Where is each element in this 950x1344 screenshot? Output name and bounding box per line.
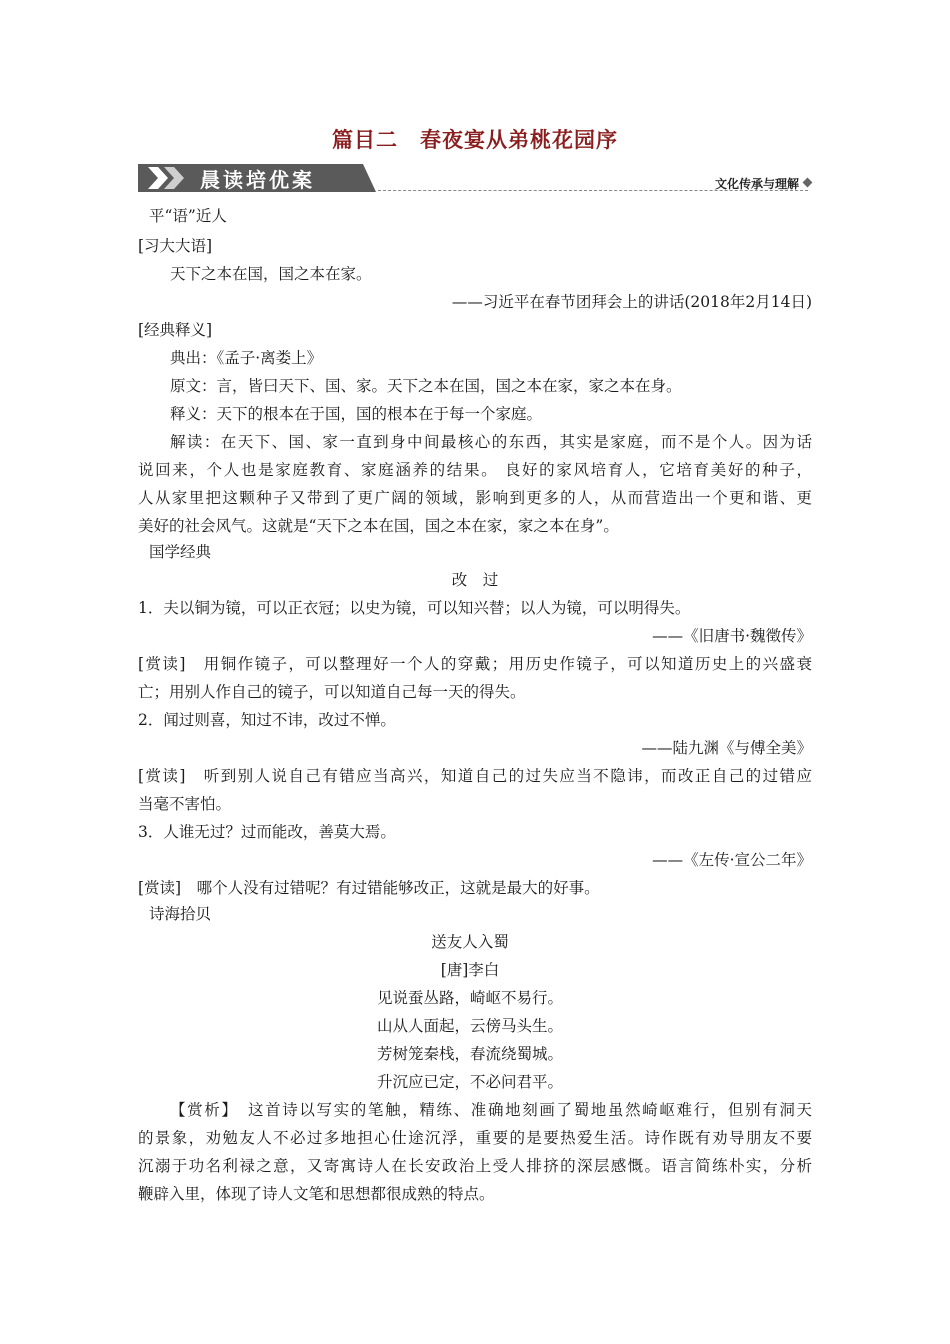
list-item: 1．夫以铜为镜，可以正衣冠；以史为镜，可以知兴替；以人为镜，可以明得失。: [138, 599, 691, 617]
origin-line: 典出：《孟子·离娄上》: [170, 349, 323, 367]
interpretation-line: 解读：在天下、国、家一直到身中间最核心的东西，其实是家庭，而不是个人。因为话: [170, 433, 812, 451]
appreciation-line: 亡；用别人作自己的镜子，可以知道自己每一天的得失。: [138, 683, 526, 701]
section-heading: 国学经典: [149, 543, 212, 561]
list-item: 3．人谁无过？过而能改，善莫大焉。: [138, 823, 396, 841]
subheading: [习大大语]: [138, 237, 213, 255]
original-text: 原文：言，皆曰天下、国、家。天下之本在国，国之本在家，家之本在身。: [170, 377, 682, 395]
subheading: [经典释义]: [138, 321, 213, 339]
banner-label: 晨读培优案: [200, 168, 315, 192]
section-banner: [138, 159, 813, 195]
page-title: 篇目二 春夜宴从弟桃花园序: [332, 127, 618, 152]
diamond-icon: [803, 178, 813, 188]
center-title: 改 过: [451, 571, 499, 589]
appreciation-line: [赏读] 哪个人没有过错呢？有过错能够改正，这就是最大的好事。: [138, 879, 600, 897]
section-heading: 平“语”近人: [149, 207, 227, 225]
quote-text: 天下之本在国，国之本在家。: [170, 265, 372, 283]
poem-author: [唐]李白: [440, 961, 500, 979]
poem-line: 芳树笼秦栈，春流绕蜀城。: [376, 1045, 563, 1063]
item-source: ——《旧唐书·魏徵传》: [652, 627, 812, 645]
interpretation-line: 美好的社会风气。这就是“天下之本在国，国之本在家，家之本在身”。: [138, 517, 619, 535]
appreciation-line: [赏读] 用铜作镜子，可以整理好一个人的穿戴；用历史作镜子，可以知道历史上的兴盛衰: [138, 655, 812, 673]
poem-line: 山从人面起，云傍马头生。: [376, 1017, 563, 1035]
analysis-line: 【赏析】 这首诗以写实的笔触，精练、准确地刻画了蜀地虽然崎岖难行，但别有洞天: [170, 1101, 812, 1119]
poem-line: 见说蚕丛路，崎岖不易行。: [376, 989, 563, 1007]
quote-source: ——习近平在春节团拜会上的讲话(2018年2月14日): [451, 293, 812, 311]
appreciation-line: 当毫不害怕。: [138, 795, 232, 813]
list-item: 2．闻过则喜，知过不讳，改过不惮。: [138, 711, 396, 729]
interpretation-line: 说回来，个人也是家庭教育、家庭涵养的结果。 良好的家风培育人，它培育美好的种子，: [138, 461, 812, 479]
poem-title: 送友人入蜀: [431, 933, 509, 951]
analysis-line: 鞭辟入里，体现了诗人文笔和思想都很成熟的特点。: [138, 1185, 495, 1203]
item-source: ——陆九渊《与傅全美》: [641, 739, 812, 757]
meaning-text: 释义：天下的根本在于国，国的根本在于每一个家庭。: [170, 405, 543, 423]
appreciation-line: [赏读] 听到别人说自己有错应当高兴，知道自己的过失应当不隐讳，而改正自己的过错应: [138, 767, 812, 785]
item-source: ——《左传·宣公二年》: [652, 851, 812, 869]
poem-line: 升沉应已定，不必问君平。: [376, 1073, 563, 1091]
banner-category: 文化传承与理解: [714, 177, 799, 191]
section-heading: 诗海拾贝: [149, 905, 212, 923]
analysis-line: 沉溺于功名利禄之意，又寄寓诗人在长安政治上受人排挤的深层感慨。语言简练朴实，分析: [138, 1157, 812, 1175]
analysis-line: 的景象，劝勉友人不必过多地担心仕途沉浮，重要的是要热爱生活。诗作既有劝导朋友不要: [138, 1129, 812, 1147]
interpretation-line: 人从家里把这颗种子又带到了更广阔的领域，影响到更多的人，从而营造出一个更和谐、更: [138, 489, 812, 507]
